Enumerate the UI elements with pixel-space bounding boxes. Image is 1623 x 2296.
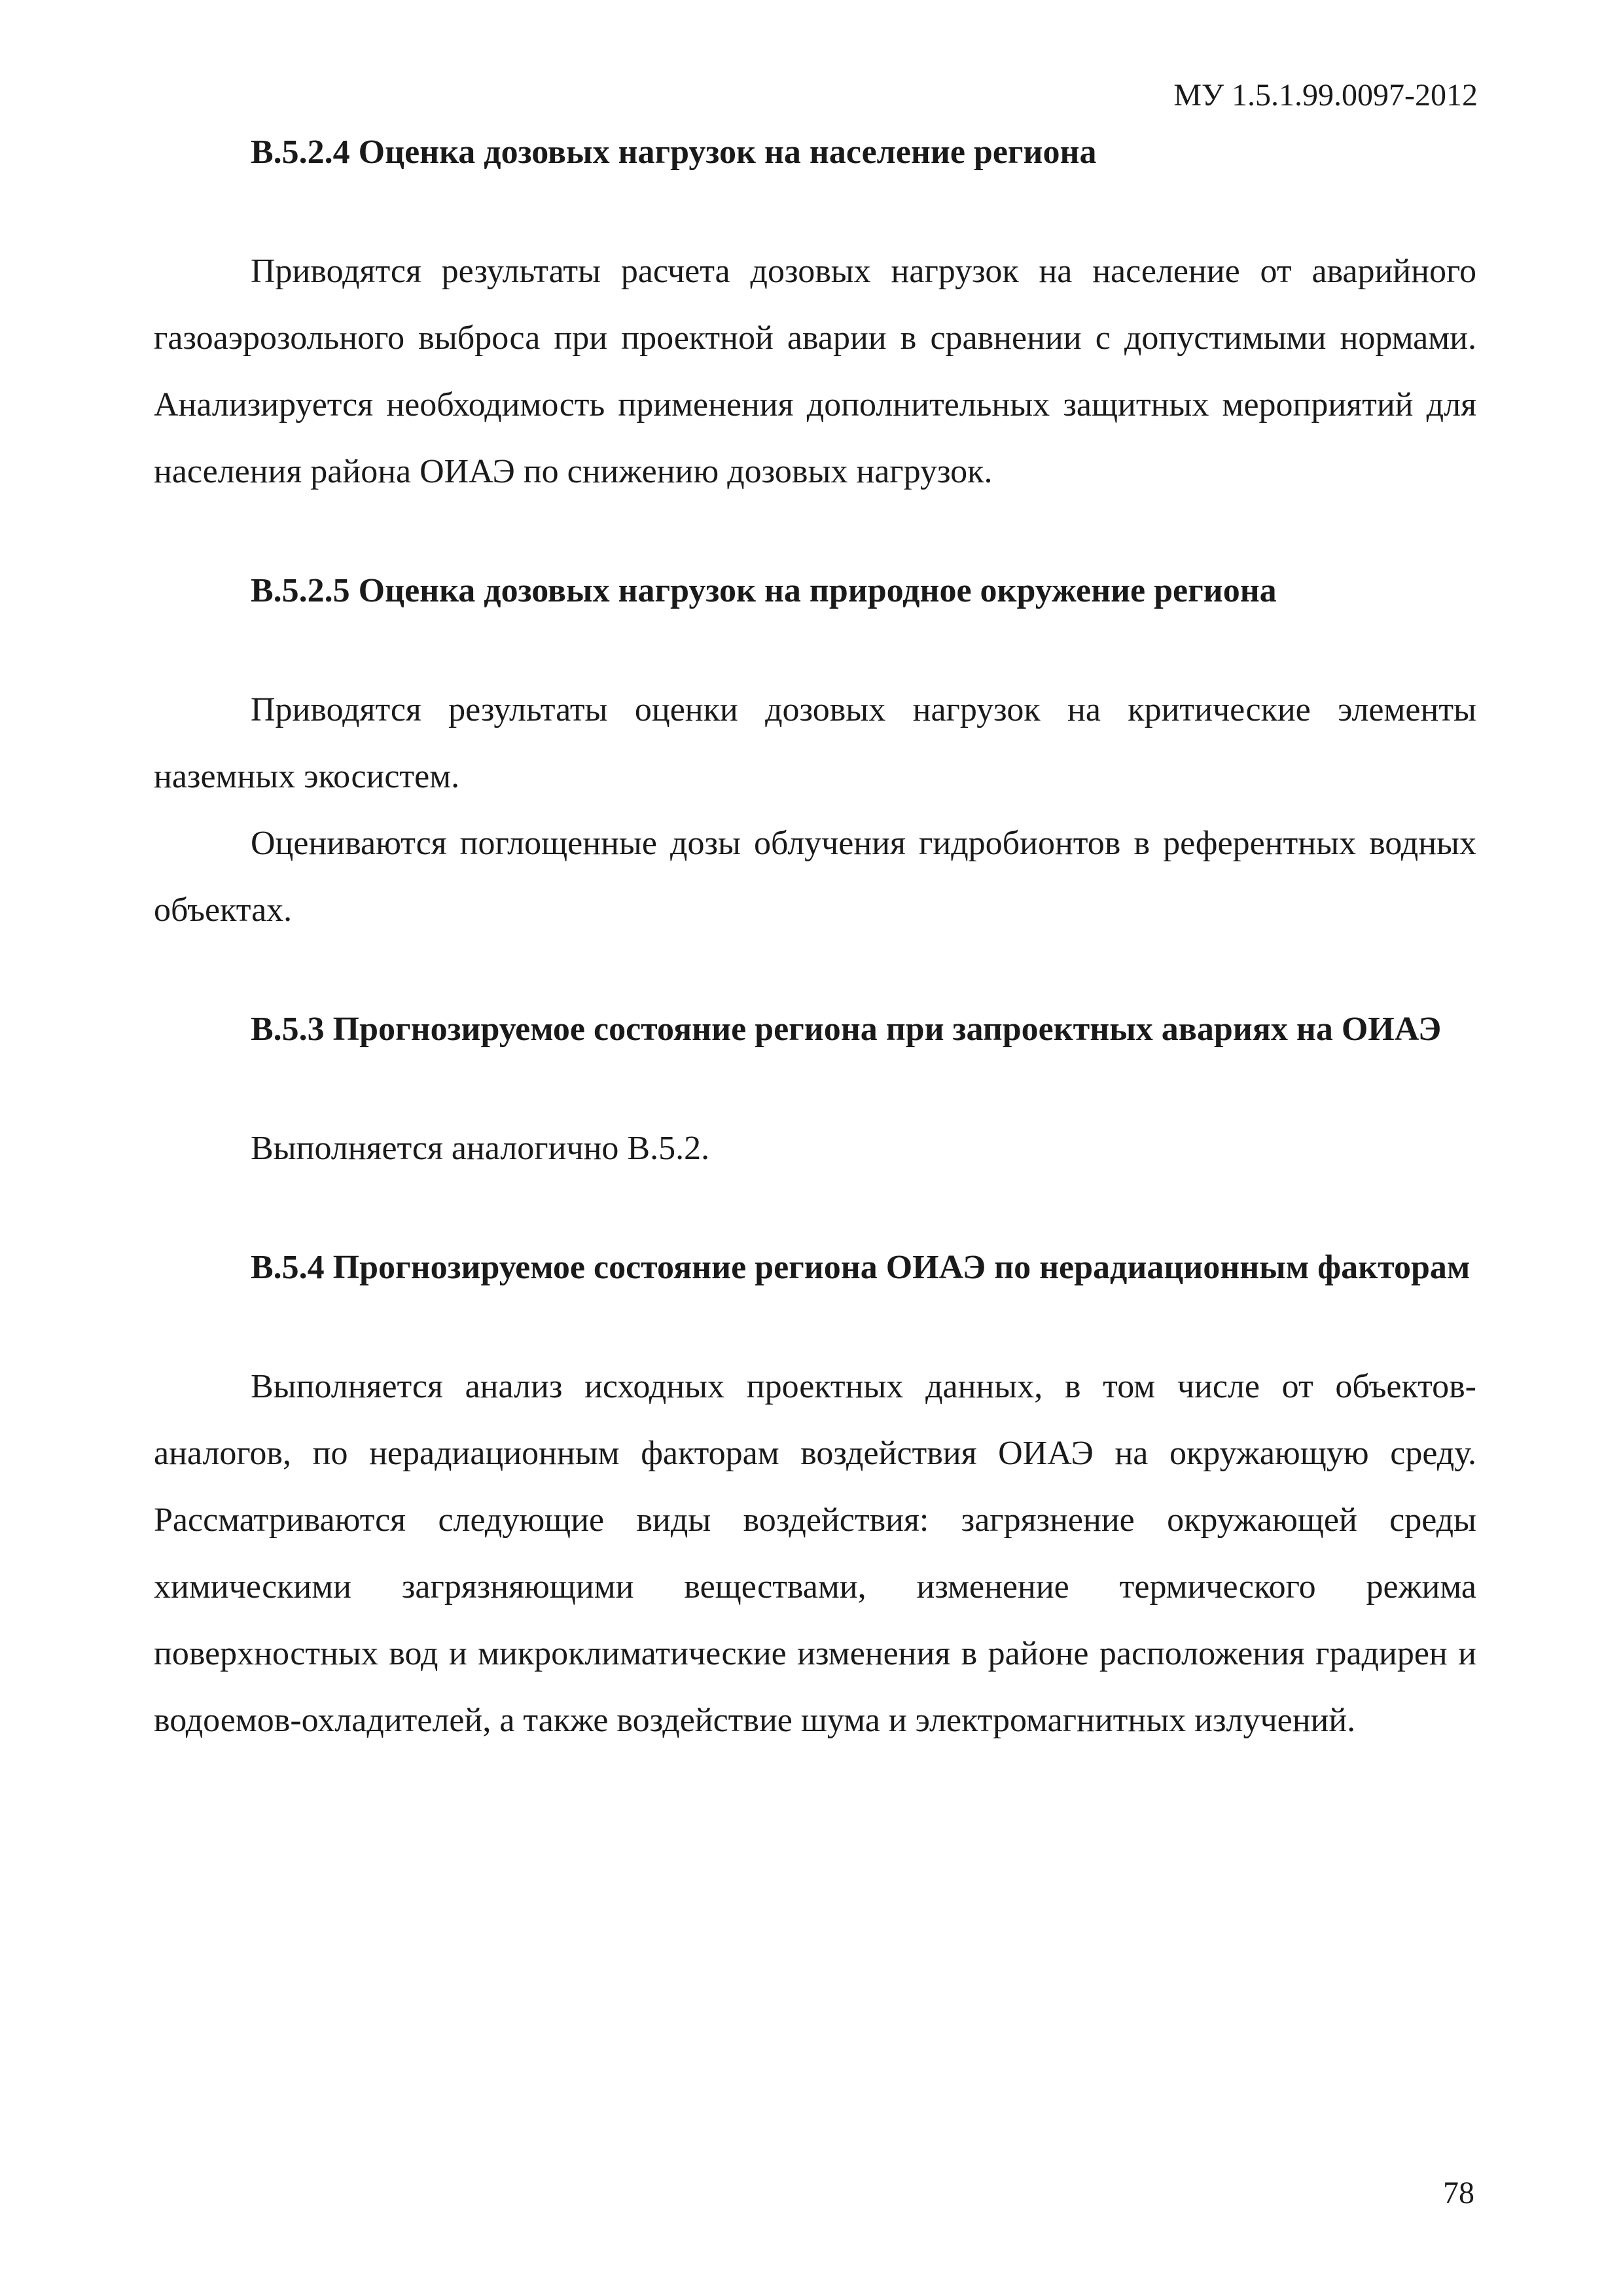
paragraph: Выполняется анализ исходных проектных данных, в том числе от объектов-аналогов, по нерадиационным факторам воздействия ОИАЭ на окружающую среду. Рассматриваются следующие виды воздействия: загрязнение окружающей среды химическими загрязняющими веществами, изменение термического режима поверхностных вод и микроклиматические изменения в районе расположения градирен и водоемов-охладителей, а также воздействие шума и электромагнитных излучений.	[154, 1368, 1476, 1739]
paragraph: Оцениваются поглощенные дозы облучения гидробионтов в референтных водных объектах.	[154, 825, 1476, 929]
spacer	[154, 505, 1476, 558]
spacer	[154, 1063, 1476, 1115]
paragraph: Выполняется аналогично В.5.2.	[251, 1130, 710, 1167]
paragraph: Приводятся результаты расчета дозовых нагрузок на население от аварийного газоаэрозольного выброса при проектной аварии в сравнении с допустимыми нормами. Анализируется необходимость применения дополнительных защитных мероприятий для населения района ОИАЭ по снижению дозовых нагрузок.	[154, 253, 1476, 490]
spacer	[154, 1301, 1476, 1354]
section-heading-b5-4: В.5.4 Прогнозируемое состояние региона ОИАЭ по нерадиационным факторам	[251, 1249, 1471, 1286]
spacer	[154, 1182, 1476, 1234]
section-heading-b5-3: В.5.3 Прогнозируемое состояние региона при запроектных авариях на ОИАЭ	[251, 1011, 1442, 1048]
paragraph: Приводятся результаты оценки дозовых нагрузок на критические элементы наземных экосистем.	[154, 691, 1476, 795]
section-heading-b5-2-4: В.5.2.4 Оценка дозовых нагрузок на население региона	[251, 134, 1097, 171]
spacer	[154, 624, 1476, 677]
spacer	[154, 944, 1476, 996]
page-number: 78	[1443, 2176, 1474, 2210]
document-body	[154, 119, 1476, 1754]
spacer	[154, 186, 1476, 238]
document-code: МУ 1.5.1.99.0097-2012	[1173, 78, 1478, 113]
section-heading-b5-2-5: В.5.2.5 Оценка дозовых нагрузок на природное окружение региона	[251, 572, 1277, 609]
